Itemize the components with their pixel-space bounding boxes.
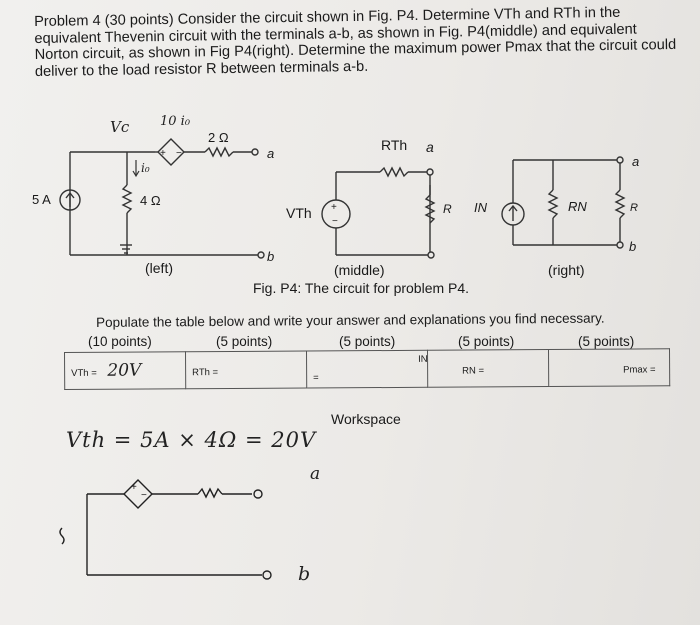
caption-middle: (middle) [334, 262, 385, 278]
figure-caption: Fig. P4: The circuit for problem P4. [253, 280, 470, 296]
rn-resistor [549, 190, 557, 218]
in-label: IN [474, 200, 487, 215]
vth-label: VTh [286, 205, 312, 221]
resistor-label-2-ohm: 2 Ω [208, 130, 229, 145]
vth-source-minus: − [332, 216, 338, 227]
table-instruction: Populate the table below and write your answer and explanations you find necessary. [96, 310, 605, 330]
rth-resistor [380, 168, 408, 176]
cell-rn[interactable] [427, 350, 548, 388]
cell-label: Pmax = [623, 364, 656, 376]
resistor-label-4-ohm: 4 Ω [140, 193, 161, 208]
cell-label: RTh = [192, 367, 219, 379]
sketch-terminal-a: a [310, 464, 321, 484]
load-label-right: R [630, 202, 638, 214]
cell-vth[interactable] [65, 352, 186, 390]
problem-statement: Problem 4 (30 points) Consider the circuit shown in Fig. P4. Determine VTh and RTh in the equivalent Thevenin circuit with the terminals a-b, as shown in Fig. P4(middle) and equivalent Norton circuit, as shown in Fig P4(right). Determine the maximum power Pmax that the circuit could deliver to the load resistor R between terminals a-b. [34, 4, 677, 80]
points-pmax: (5 points) [578, 334, 635, 349]
dep-source-label: 10 i₀ [160, 114, 191, 129]
load-r-right [616, 190, 624, 218]
terminal-b-left: b [267, 249, 275, 264]
dep-source-plus: + [160, 148, 166, 159]
vth-source-plus: + [331, 202, 337, 213]
sketch-resistor [198, 489, 222, 497]
cell-label: IN = [313, 353, 428, 383]
cell-rth[interactable] [186, 351, 307, 389]
source-label-5a: 5 A [32, 192, 51, 207]
points-in: (5 points) [339, 334, 396, 349]
terminal-a-right: a [632, 154, 640, 169]
load-label-middle: R [443, 202, 452, 216]
points-rn: (5 points) [458, 334, 515, 349]
cell-answer: 20V [107, 360, 142, 381]
table-row [65, 349, 670, 390]
cell-label: RN = [462, 365, 485, 377]
resistor-2-ohm [205, 148, 233, 156]
cell-in[interactable] [306, 350, 427, 388]
cell-pmax[interactable] [548, 349, 669, 387]
rth-label: RTh [381, 137, 408, 153]
vc-label: Vc [110, 118, 130, 136]
rn-label: RN [568, 199, 587, 214]
sketch-dependent-source [124, 480, 152, 508]
handwritten-work: Vth = 5A × 4Ω = 20V [66, 428, 317, 452]
sketch-terminal-b: b [298, 563, 311, 585]
workspace-label: Workspace [331, 411, 401, 427]
points-rth: (5 points) [216, 334, 273, 349]
terminal-a-middle: a [426, 139, 434, 155]
terminal-a-left: a [267, 146, 275, 161]
cell-label: VTh = [71, 367, 97, 379]
dep-source-minus: − [176, 148, 182, 159]
resistor-4-ohm [123, 185, 131, 213]
io-label: i₀ [141, 161, 150, 175]
answer-table [64, 348, 670, 390]
sketch-plus: + [131, 482, 137, 493]
sketch-minus: − [141, 490, 147, 501]
terminal-b-right: b [629, 239, 637, 254]
caption-right: (right) [548, 262, 585, 278]
points-vth: (10 points) [88, 334, 152, 349]
caption-left: (left) [145, 260, 173, 276]
